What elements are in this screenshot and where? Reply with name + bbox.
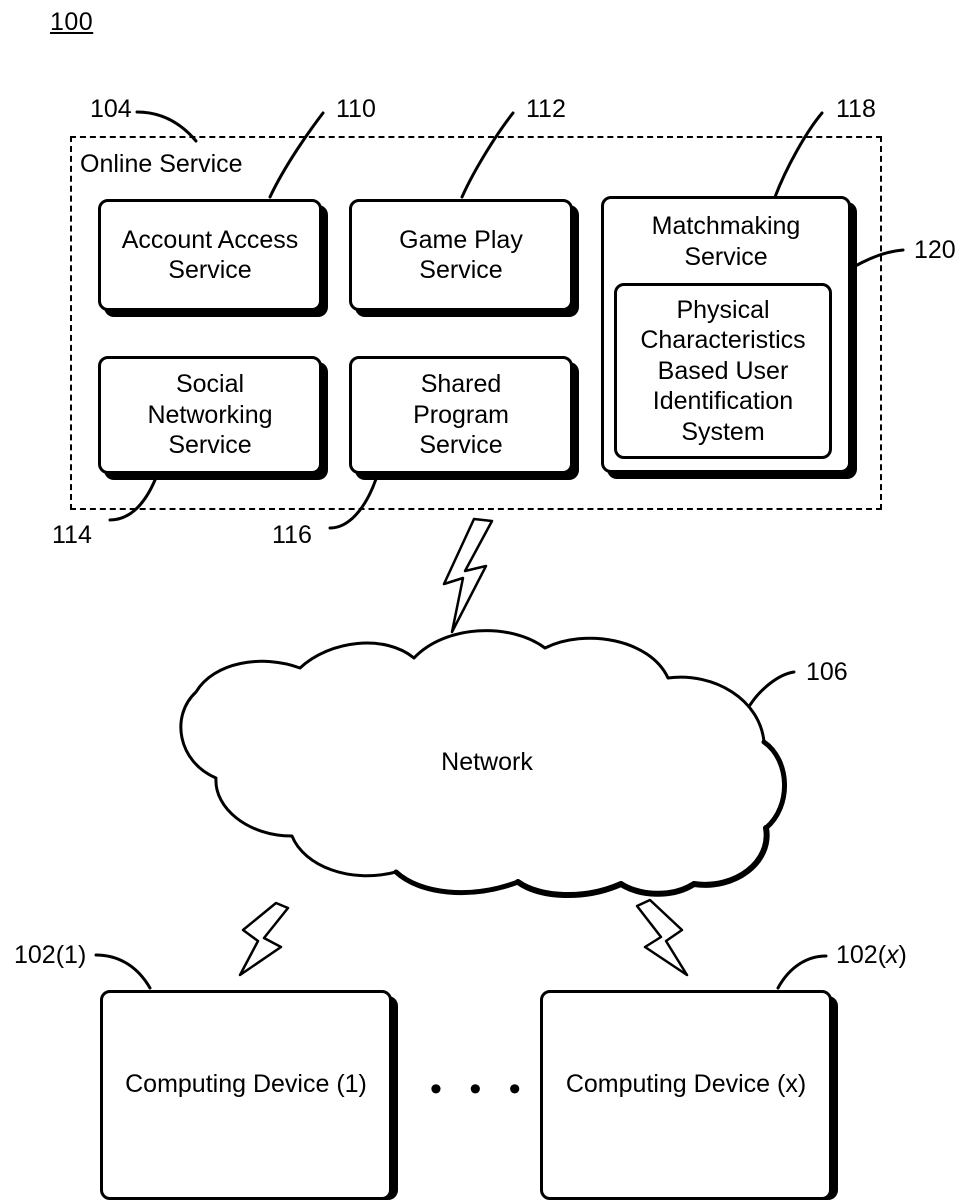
leader-106 [750,672,794,705]
computing-device-x-box[interactable] [540,990,832,1200]
ref-102-x: 102(x) [836,941,907,969]
social-networking-service-line-3: Service [168,431,252,460]
ref-110: 110 [336,95,376,123]
account-access-service-line-2: Service [168,256,252,284]
bolt-service-to-network [444,519,492,632]
ref-104: 104 [90,95,132,123]
shared-program-service-line-2: Program [413,400,509,429]
game-play-service-line-1: Game Play [399,225,523,254]
physical-characteristics-system-line-5: System [681,417,765,446]
physical-characteristics-system-line-2: Characteristics [640,326,806,355]
ref-106: 106 [806,658,848,686]
bolt-network-to-device-x [637,900,687,975]
physical-characteristics-system-line-1: Physical [676,295,770,324]
leader-102-x [778,956,826,988]
game-play-service-line-2: Service [419,256,503,284]
ref-102-1: 102(1) [14,941,87,969]
social-networking-service-line-2: Networking [147,400,273,429]
social-networking-service-line-1: Social [175,370,245,399]
physical-characteristics-system-line-4: Identification [652,387,794,416]
game-play-service-box[interactable] [349,199,573,311]
shared-program-service-line-1: Shared [420,370,502,399]
physical-characteristics-system-box[interactable] [614,283,832,459]
account-access-service-line-1: Account Access [121,225,299,254]
matchmaking-service-line-1: Matchmaking [651,212,801,240]
computing-device-1-label: Computing Device (1) [125,1070,367,1098]
ref-118: 118 [836,95,876,123]
physical-characteristics-system-line-3: Based User [657,356,789,385]
leader-102-1 [96,955,150,988]
shared-program-service-line-3: Service [419,431,503,460]
computing-device-x-label: Computing Device (x) [565,1070,807,1098]
shared-program-service-box[interactable] [349,356,573,474]
account-access-service-box[interactable] [98,199,322,311]
ref-120: 120 [914,236,956,264]
ref-112: 112 [526,95,566,123]
ellipsis-between-devices: • • • [430,1070,530,1108]
ref-116: 116 [272,521,312,549]
matchmaking-service-line-2: Service [684,242,768,271]
ref-114: 114 [52,521,92,549]
figure-number: 100 [50,8,94,36]
online-service-label: Online Service [80,150,243,178]
bolt-network-to-device-1 [240,903,288,975]
computing-device-1-box[interactable] [100,990,392,1200]
network-label: Network [441,748,533,776]
social-networking-service-box[interactable] [98,356,322,474]
